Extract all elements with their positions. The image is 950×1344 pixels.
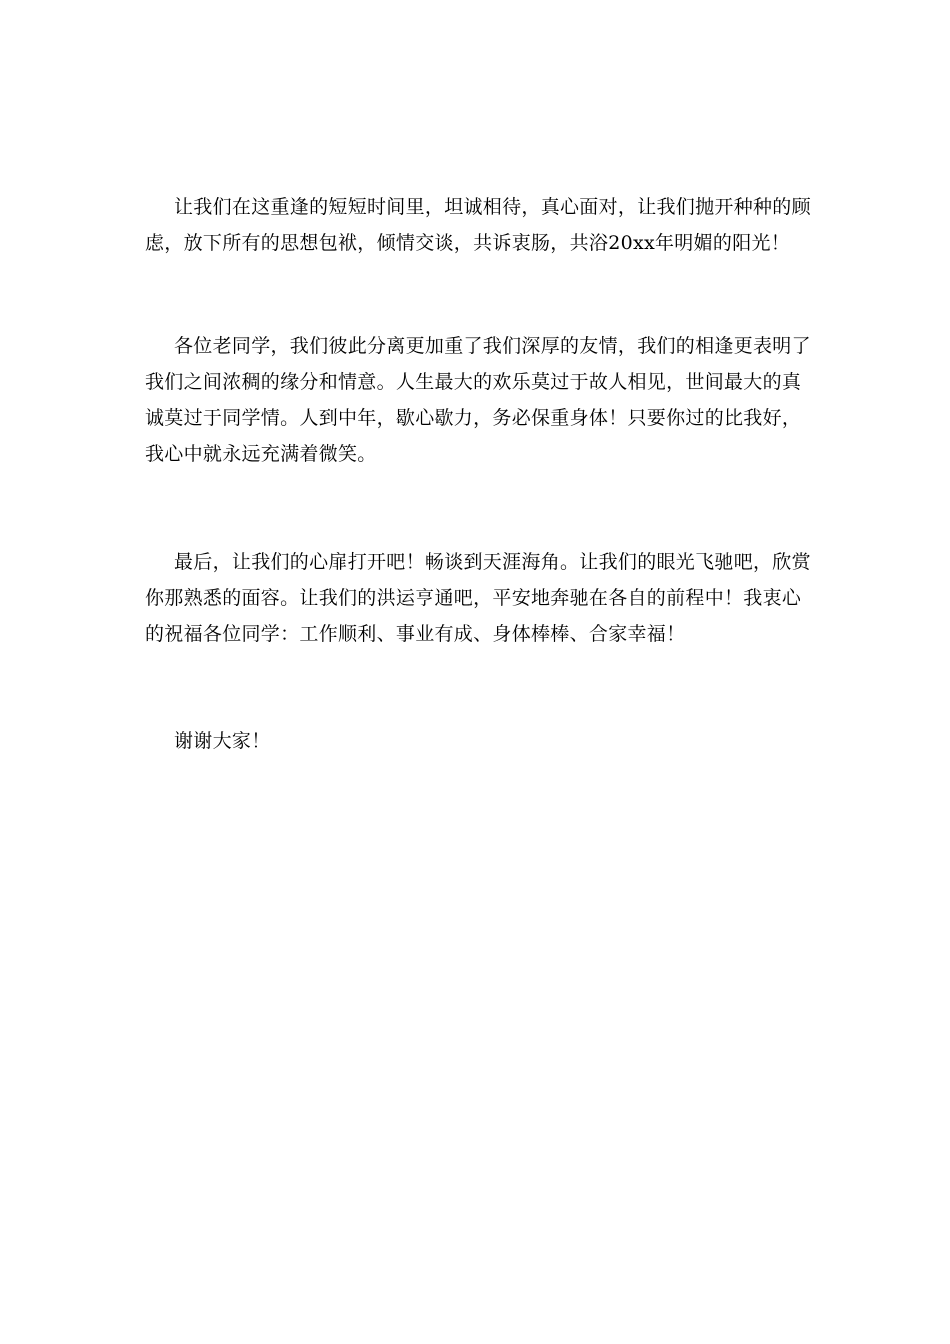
paragraph-thanks: 谢谢大家！ (174, 730, 271, 752)
paragraph-friendship: 各位老同学，我们彼此分离更加重了我们深厚的友情，我们的相逢更表明了我们之间浓稠的缘分和情意。人生最大的欢乐莫过于故人相见，世间最大的真诚莫过于同学情。人到中年，歇心歇力，务必保重身体！只要你过的比我好，我心中就永远充满着微笑。 (145, 335, 811, 465)
paragraph-reunion: 让我们在这重逢的短短时间里，坦诚相待，真心面对，让我们抛开种种的顾虑，放下所有的思想包袱，倾情交谈，共诉衷肠，共浴20xx年明媚的阳光！ (145, 196, 811, 254)
paragraph-blessing: 最后，让我们的心扉打开吧！畅谈到天涯海角。让我们的眼光飞驰吧，欣赏你那熟悉的面容。让我们的洪运亨通吧，平安地奔驰在各自的前程中！我衷心的祝福各位同学：工作顺利、事业有成、身体棒棒、合家幸福！ (145, 551, 811, 645)
